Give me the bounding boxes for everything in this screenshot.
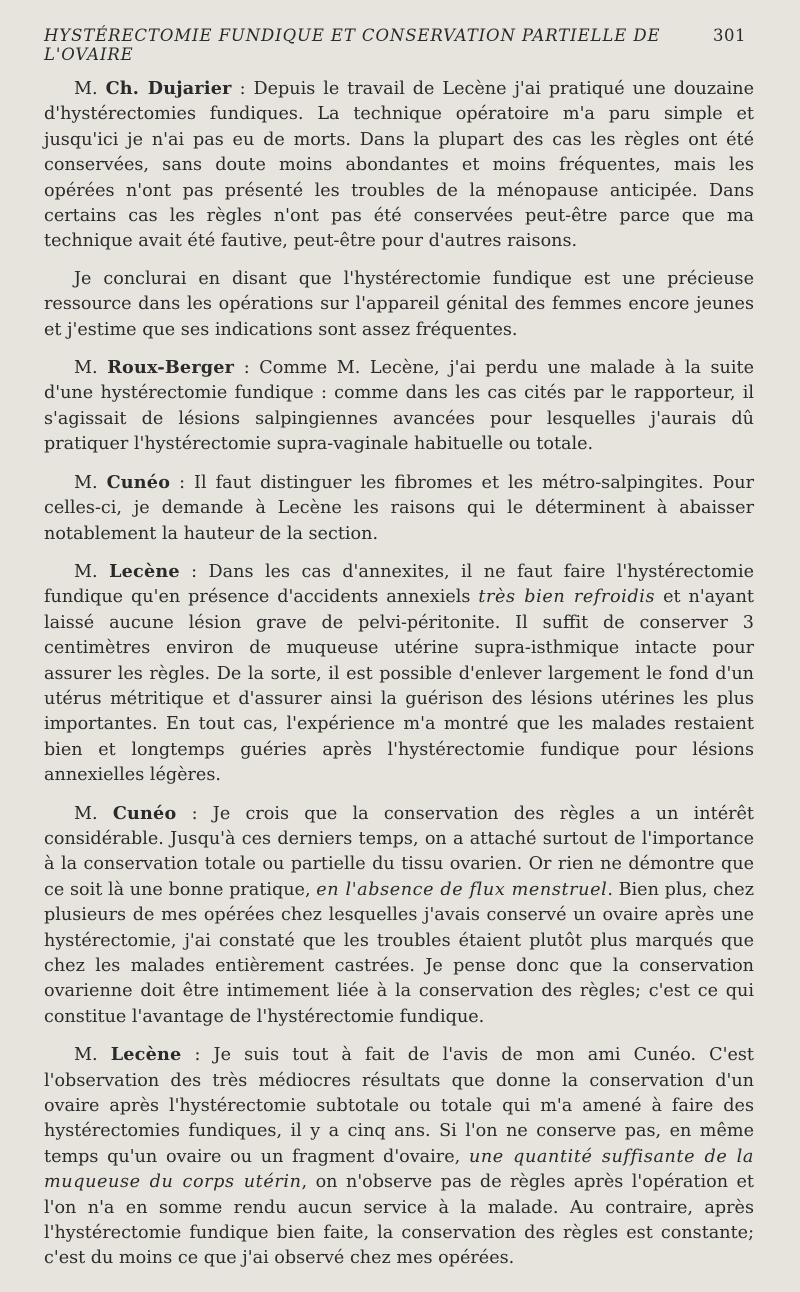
paragraph-text: . Bien plus, chez plusieurs de mes opérées chez lesquelles j'avais conservé un ovaire après une hystérectomie, j'ai constaté que les troubles étaient plutôt plus marqués que chez les malades entièrement castrées. Je pense donc que la conservation ovarienne doit être intimement liée à la conservation des règles; c'est ce qui constitue l'avantage de l'hystérectomie fundique.	[44, 879, 754, 1027]
speaker-title: M.	[74, 803, 98, 824]
speaker-name: Lecène	[109, 560, 180, 582]
paragraph-text: Je crois que la conservation des règles a un intérêt considérable. Jusqu'à ces derniers temps, on a attaché surtout de l'importance à la conservation totale ou partielle du tissu ovarien. Or rien ne démontre que ce soit là une bonne pratique,	[44, 803, 755, 900]
speaker-separator: :	[179, 561, 198, 582]
speaker-name: Lecène	[110, 1044, 182, 1066]
speaker-name: Cunéo	[112, 802, 177, 824]
paragraph-text: et n'ayant laissé aucune lésion grave de pelvi-péritonite. Il suffit de conserver 3 centimètres environ de muqueuse utérine supra-isthmique intacte pour assurer les règles. De la sorte, il est possible d'enlever largement le fond d'un utérus métritique et d'assurer ainsi la guérison des lésions utérines les plus importantes. En tout cas, l'expérience m'a montré que les malades restaient bien et longtemps guéries après l'hystérectomie fundique pour lésions annexielles légères.	[44, 587, 754, 786]
speaker-title: M.	[74, 1045, 98, 1066]
running-title: HYSTÉRECTOMIE FUNDIQUE ET CONSERVATION PARTIELLE DE L'OVAIRE	[44, 26, 661, 64]
speaker-name: Roux-Berger	[107, 357, 235, 379]
italic-emphasis: en l'absence de flux menstruel	[316, 879, 608, 900]
speaker-name: Cunéo	[106, 471, 171, 493]
speaker-title: M.	[74, 79, 98, 99]
paragraph-text: , on n'observe pas de règles après l'opération et l'on n'a en somme rendu aucun service à la malade. Au contraire, après l'hystérectomie fundique bien faite, la conservation des règles est constante; c'est du moins ce que j'ai observé chez mes opérées.	[44, 1172, 754, 1269]
speaker-title: M.	[74, 561, 98, 582]
paragraph-dujarier	[44, 76, 754, 255]
running-head	[44, 26, 758, 64]
italic-emphasis: très bien refroidis	[478, 587, 656, 608]
speaker-separator: :	[231, 79, 246, 99]
paragraph-text: Depuis le travail de Lecène j'ai pratiqué une douzaine d'hystérectomies fundiques. La technique opératoire m'a paru simple et jusqu'ici je n'ai pas eu de morts. Dans la plupart des cas les règles ont été conservées, sans doute moins abondantes et moins fréquentes, mais les opérées n'ont pas présenté les troubles de la ménopause anticipée. Dans certains cas les règles n'ont pas été conservées peut-être parce que ma technique avait été fautive, peut-être pour d'autres raisons.	[44, 79, 755, 252]
speaker-separator: :	[181, 1045, 201, 1066]
speaker-title: M.	[74, 358, 98, 379]
paragraph-text: Je conclurai en disant que l'hystérectomie fundique est une précieuse ressource dans les opérations sur l'appareil génital des femmes encore jeunes et j'estime que ses indications sont assez fréquentes.	[44, 268, 754, 340]
paragraph-roux-berger	[44, 355, 754, 458]
speaker-separator: :	[176, 803, 198, 824]
paragraph-text: Comme M. Lecène, j'ai perdu une malade à la suite d'une hystérectomie fundique : comme dans les cas cités par le rapporteur, il s'agissait de lésions salpingiennes avancées pour lesquelles j'aurais dû pratiquer l'hystérectomie supra-vaginale habituelle ou totale.	[44, 358, 754, 455]
paragraph-cuneo-1	[44, 470, 754, 547]
paragraph-lecene-2	[44, 1042, 754, 1272]
body-text	[44, 76, 754, 1272]
page-number: 301	[713, 26, 746, 45]
paragraph-lecene-1	[44, 559, 754, 789]
italic-emphasis: une quantité suffisante de la muqueuse du corps utérin	[44, 1146, 754, 1193]
paragraph-cuneo-2	[44, 801, 754, 1031]
paragraph-text: Dans les cas d'annexites, il ne faut faire l'hystérectomie fundique qu'en présence d'accidents annexiels	[44, 561, 755, 608]
paragraph-text: Je suis tout à fait de l'avis de mon ami Cunéo. C'est l'observation des très médiocres résultats que donne la conservation d'un ovaire après l'hystérectomie subtotale ou totale qui m'a amené à faire des hystérectomies fundiques, il y a cinq ans. Si l'on ne conserve pas, en même temps qu'un ovaire ou un fragment d'ovaire,	[44, 1045, 754, 1167]
speaker-name: Ch. Dujarier	[105, 78, 232, 99]
speaker-separator: :	[234, 358, 250, 379]
paragraph-conclusion	[44, 267, 754, 343]
paragraph-text: Il faut distinguer les fibromes et les métro-salpingites. Pour celles-ci, je demande à Lecène les raisons qui le déterminent à abaisser notablement la hauteur de la section.	[44, 472, 754, 544]
speaker-separator: :	[170, 472, 186, 493]
speaker-title: M.	[74, 472, 98, 493]
